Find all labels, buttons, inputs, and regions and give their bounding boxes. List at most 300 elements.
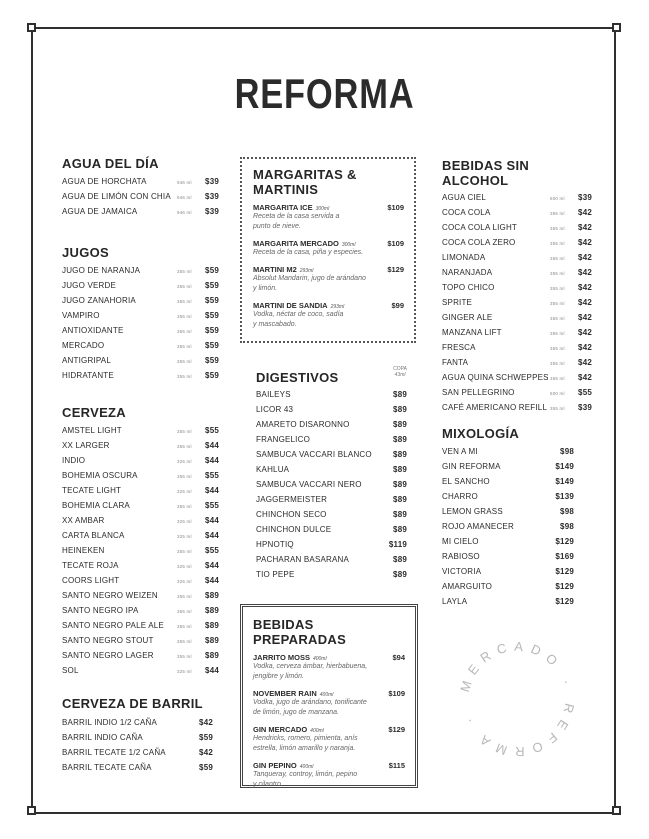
item-size: 355 ml bbox=[550, 361, 565, 366]
item-name: VAMPIRO bbox=[62, 311, 100, 320]
menu-row bbox=[256, 387, 407, 402]
item-description: Tanqueray, controy, limón, pepino bbox=[253, 771, 358, 778]
item-price: $42 bbox=[578, 313, 592, 322]
section-title: BEBIDAS SIN ALCOHOL bbox=[442, 158, 530, 188]
item-price: $109 bbox=[387, 203, 404, 212]
item-name bbox=[253, 653, 392, 662]
item-size: 355 ml bbox=[177, 444, 192, 449]
item-size: 355 ml bbox=[177, 284, 192, 289]
item-price: $42 bbox=[578, 328, 592, 337]
menu-row bbox=[62, 663, 219, 678]
item-price: $89 bbox=[393, 450, 407, 459]
section-cerveza bbox=[62, 405, 219, 678]
menu-row bbox=[62, 278, 219, 293]
item-name: BARRIL TECATE CAÑA bbox=[62, 763, 152, 772]
item-name-text: MARGARITA ICE bbox=[253, 203, 313, 212]
item-price: $89 bbox=[393, 510, 407, 519]
menu-row bbox=[442, 325, 592, 340]
item-size: 355 ml bbox=[550, 331, 565, 336]
item-price: $129 bbox=[555, 537, 574, 546]
svg-text:MERCADO · REFORMA · bbox=[457, 639, 577, 760]
item-price: $42 bbox=[578, 283, 592, 292]
menu-row bbox=[62, 368, 219, 383]
section-title: JUGOS bbox=[62, 245, 110, 260]
item-description: Vodka, néctar de coco, sadía bbox=[253, 311, 344, 318]
item-price: $99 bbox=[391, 301, 404, 310]
item-name: XX AMBAR bbox=[62, 516, 105, 525]
item-price: $89 bbox=[393, 405, 407, 414]
menu-row bbox=[62, 483, 219, 498]
item-name bbox=[253, 689, 388, 698]
menu-row bbox=[62, 338, 219, 353]
item-size: 355 ml bbox=[550, 301, 565, 306]
item-price: $42 bbox=[578, 253, 592, 262]
item-price: $129 bbox=[555, 597, 574, 606]
item-size: 355 ml bbox=[177, 314, 192, 319]
item-name: LIMONADA bbox=[442, 253, 486, 262]
menu-row bbox=[256, 522, 407, 537]
item-name-text: NOVEMBER RAIN bbox=[253, 689, 317, 698]
copa-label bbox=[393, 366, 407, 378]
item-name: SPRITE bbox=[442, 298, 473, 307]
item-name-text: MARTINI DE SANDIA bbox=[253, 301, 328, 310]
item-name-text: GIN MERCADO bbox=[253, 725, 308, 734]
item-size: 600 ml bbox=[550, 196, 565, 201]
item-price: $89 bbox=[393, 495, 407, 504]
menu-row bbox=[442, 205, 592, 220]
menu-row bbox=[442, 355, 592, 370]
item-price: $42 bbox=[578, 343, 592, 352]
section-title: DIGESTIVOS bbox=[256, 370, 339, 385]
item-name bbox=[253, 725, 388, 734]
frame-corner bbox=[612, 806, 621, 815]
item-name: TOPO CHICO bbox=[442, 283, 495, 292]
menu-row bbox=[442, 235, 592, 250]
item-price: $42 bbox=[578, 208, 592, 217]
item-name-text: JARRITO MOSS bbox=[253, 653, 310, 662]
item-size: 400ml bbox=[299, 764, 314, 770]
item-price: $59 bbox=[205, 281, 219, 290]
item-size: 355 ml bbox=[177, 624, 192, 629]
item-name: JUGO ZANAHORIA bbox=[62, 296, 136, 305]
item-size: 355 ml bbox=[177, 329, 192, 334]
menu-item bbox=[253, 203, 404, 232]
item-name: RABIOSO bbox=[442, 552, 480, 561]
menu-row bbox=[62, 573, 219, 588]
item-price: $42 bbox=[578, 298, 592, 307]
item-size: 355 ml bbox=[177, 429, 192, 434]
brand-title: REFORMA bbox=[234, 70, 415, 117]
item-size: 300ml bbox=[341, 242, 356, 248]
menu-row bbox=[256, 462, 407, 477]
menu-row bbox=[442, 534, 574, 549]
item-price: $89 bbox=[205, 591, 219, 600]
section-sin-alcohol bbox=[442, 158, 592, 415]
menu-row bbox=[256, 432, 407, 447]
item-price: $59 bbox=[205, 266, 219, 275]
item-name: ROJO AMANECER bbox=[442, 522, 514, 531]
copa-title: COPA bbox=[393, 366, 407, 372]
item-price: $98 bbox=[560, 522, 574, 531]
item-price: $89 bbox=[393, 390, 407, 399]
item-size: 946 ml bbox=[177, 180, 192, 185]
item-price: $94 bbox=[392, 653, 405, 662]
item-price: $42 bbox=[578, 223, 592, 232]
item-name: BOHEMIA CLARA bbox=[62, 501, 130, 510]
menu-row bbox=[62, 293, 219, 308]
item-price: $42 bbox=[578, 238, 592, 247]
item-description: y mascabado. bbox=[253, 321, 297, 328]
item-name: SAMBUCA VACCARI NERO bbox=[256, 480, 362, 489]
item-size: 355 ml bbox=[177, 639, 192, 644]
item-size: 355 ml bbox=[177, 359, 192, 364]
menu-row bbox=[256, 567, 407, 582]
menu-row bbox=[62, 423, 219, 438]
item-size: 355 ml bbox=[550, 211, 565, 216]
item-description: estrella, limón amarillo y naranja. bbox=[253, 745, 356, 752]
menu-row bbox=[442, 400, 592, 415]
item-size: 355 ml bbox=[550, 271, 565, 276]
item-price: $55 bbox=[205, 471, 219, 480]
item-name: AGUA DE JAMAICA bbox=[62, 207, 138, 216]
item-price: $89 bbox=[393, 435, 407, 444]
item-price: $89 bbox=[393, 555, 407, 564]
item-name: CHINCHON SECO bbox=[256, 510, 327, 519]
item-size: 293ml bbox=[330, 304, 345, 310]
menu-row bbox=[442, 504, 574, 519]
item-size: 355 ml bbox=[550, 286, 565, 291]
section-title: AGUA DEL DÍA bbox=[62, 156, 159, 171]
item-name bbox=[253, 761, 389, 770]
frame-corner bbox=[27, 23, 36, 32]
frame-corner bbox=[612, 23, 621, 32]
section-title: MIXOLOGÍA bbox=[442, 426, 520, 441]
item-name: BARRIL INDIO 1/2 CAÑA bbox=[62, 718, 158, 727]
item-size: 293ml bbox=[299, 268, 314, 274]
item-name: EL SANCHO bbox=[442, 477, 490, 486]
menu-row bbox=[62, 323, 219, 338]
item-size: 400ml bbox=[310, 728, 324, 734]
menu-row bbox=[442, 489, 574, 504]
menu-row bbox=[442, 444, 574, 459]
menu-row bbox=[442, 190, 592, 205]
menu-item bbox=[253, 725, 405, 754]
item-size: 355 ml bbox=[177, 374, 192, 379]
item-name: ANTIOXIDANTE bbox=[62, 326, 124, 335]
item-description: Vodka, cerveza ámbar, hierbabuena, bbox=[253, 663, 368, 670]
section-title: BEBIDAS PREPARADAS bbox=[253, 617, 347, 647]
item-size: 325 ml bbox=[177, 564, 192, 569]
item-size: 355 ml bbox=[177, 269, 192, 274]
section-jugos bbox=[62, 245, 219, 383]
item-name: SANTO NEGRO LAGER bbox=[62, 651, 154, 660]
menu-row bbox=[442, 340, 592, 355]
menu-row bbox=[62, 730, 213, 745]
item-name-text: MARGARITA MERCADO bbox=[253, 239, 339, 248]
copa-size: 43ml bbox=[394, 372, 406, 378]
section-preparadas bbox=[240, 604, 418, 788]
menu-row bbox=[442, 474, 574, 489]
section-title: MARTINIS bbox=[253, 182, 319, 197]
item-price: $39 bbox=[578, 403, 592, 412]
item-name: MANZANA LIFT bbox=[442, 328, 502, 337]
item-price: $55 bbox=[205, 426, 219, 435]
item-price: $129 bbox=[387, 265, 404, 274]
menu-row bbox=[62, 633, 219, 648]
item-name: AMARGUITO bbox=[442, 582, 493, 591]
menu-row bbox=[62, 760, 213, 775]
item-price: $89 bbox=[393, 420, 407, 429]
menu-item bbox=[253, 265, 404, 294]
item-size: 325 ml bbox=[177, 459, 192, 464]
item-price: $89 bbox=[205, 621, 219, 630]
item-price: $139 bbox=[555, 492, 574, 501]
item-name: BARRIL INDIO CAÑA bbox=[62, 733, 143, 742]
item-name: CHARRO bbox=[442, 492, 478, 501]
item-size: 325 ml bbox=[177, 534, 192, 539]
item-name: HIDRATANTE bbox=[62, 371, 114, 380]
item-name: AGUA QUINA SCHWEPPES bbox=[442, 373, 549, 382]
item-price: $129 bbox=[555, 582, 574, 591]
menu-row bbox=[256, 402, 407, 417]
menu-row bbox=[62, 438, 219, 453]
item-price: $59 bbox=[205, 326, 219, 335]
menu-row bbox=[62, 263, 219, 278]
item-price: $115 bbox=[388, 761, 405, 770]
menu-row bbox=[62, 543, 219, 558]
item-name: CAFÉ AMERICANO REFILL bbox=[442, 403, 548, 412]
item-name: INDIO bbox=[62, 456, 86, 465]
item-name: SANTO NEGRO IPA bbox=[62, 606, 139, 615]
item-price: $42 bbox=[578, 268, 592, 277]
menu-row bbox=[442, 564, 574, 579]
item-description: Hendricks, romero, pimienta, anís bbox=[253, 735, 358, 742]
item-size: 355 ml bbox=[550, 226, 565, 231]
item-name: TECATE ROJA bbox=[62, 561, 119, 570]
item-name: SANTO NEGRO WEIZEN bbox=[62, 591, 158, 600]
item-name: SANTO NEGRO PALE ALE bbox=[62, 621, 164, 630]
item-description: y cilantro. bbox=[253, 781, 283, 788]
menu-row bbox=[442, 459, 574, 474]
menu-row bbox=[442, 295, 592, 310]
item-size: 500 ml bbox=[550, 391, 565, 396]
item-name: XX LARGER bbox=[62, 441, 110, 450]
item-size: 946 ml bbox=[177, 195, 192, 200]
menu-row bbox=[62, 528, 219, 543]
item-title bbox=[253, 203, 404, 212]
item-size: 325 ml bbox=[177, 489, 192, 494]
mercado-reforma-stamp-icon bbox=[455, 637, 579, 761]
menu-row bbox=[442, 310, 592, 325]
item-price: $44 bbox=[205, 441, 219, 450]
item-price: $59 bbox=[205, 341, 219, 350]
item-size: 355 ml bbox=[550, 346, 565, 351]
item-name: GIN REFORMA bbox=[442, 462, 501, 471]
menu-row bbox=[62, 204, 219, 219]
item-name: KAHLUA bbox=[256, 465, 290, 474]
menu-item bbox=[253, 761, 405, 790]
item-price: $59 bbox=[205, 371, 219, 380]
item-price: $39 bbox=[205, 192, 219, 201]
item-size: 355 ml bbox=[550, 256, 565, 261]
item-name: AMSTEL LIGHT bbox=[62, 426, 122, 435]
menu-row bbox=[62, 618, 219, 633]
item-price: $44 bbox=[205, 486, 219, 495]
item-price: $89 bbox=[205, 636, 219, 645]
item-name: BARRIL TECATE 1/2 CAÑA bbox=[62, 748, 166, 757]
item-description: de limón, jugo de manzana. bbox=[253, 709, 339, 716]
item-name: SOL bbox=[62, 666, 79, 675]
item-name: COCA COLA LIGHT bbox=[442, 223, 518, 232]
menu-row bbox=[442, 579, 574, 594]
menu-row bbox=[442, 594, 574, 609]
item-name: VEN A MI bbox=[442, 447, 478, 456]
menu-row bbox=[256, 507, 407, 522]
item-name: BAILEYS bbox=[256, 390, 291, 399]
item-name: FRANGELICO bbox=[256, 435, 311, 444]
item-name: TIO PEPE bbox=[256, 570, 295, 579]
section-agua bbox=[62, 156, 219, 219]
menu-row bbox=[442, 250, 592, 265]
section-barril bbox=[62, 696, 213, 775]
item-name: AGUA DE LIMÓN CON CHIA bbox=[62, 192, 171, 201]
item-name: LAYLA bbox=[442, 597, 468, 606]
item-size: 355 ml bbox=[550, 406, 565, 411]
item-price: $59 bbox=[199, 763, 213, 772]
item-price: $129 bbox=[555, 567, 574, 576]
item-price: $109 bbox=[387, 239, 404, 248]
item-name: LEMON GRASS bbox=[442, 507, 503, 516]
menu-row bbox=[62, 588, 219, 603]
menu-row bbox=[256, 552, 407, 567]
item-name: AMARETO DISARONNO bbox=[256, 420, 350, 429]
menu-row bbox=[62, 453, 219, 468]
item-size: 355 ml bbox=[177, 609, 192, 614]
item-name: NARANJADA bbox=[442, 268, 493, 277]
item-price: $59 bbox=[205, 356, 219, 365]
menu-row bbox=[62, 498, 219, 513]
item-name: MI CIELO bbox=[442, 537, 479, 546]
item-title bbox=[253, 725, 405, 734]
item-price: $149 bbox=[555, 462, 574, 471]
item-description: Absolut Mandarin, jugo de arándano bbox=[253, 275, 366, 282]
item-name-text: GIN PEPINO bbox=[253, 761, 297, 770]
item-size: 400ml bbox=[312, 656, 327, 662]
item-name bbox=[253, 239, 387, 248]
item-name: TECATE LIGHT bbox=[62, 486, 122, 495]
item-price: $89 bbox=[393, 465, 407, 474]
item-price: $55 bbox=[578, 388, 592, 397]
item-name: BOHEMIA OSCURA bbox=[62, 471, 138, 480]
menu-row bbox=[62, 745, 213, 760]
item-description: punto de nieve. bbox=[253, 223, 301, 230]
item-price: $55 bbox=[205, 501, 219, 510]
item-name: HEINEKEN bbox=[62, 546, 105, 555]
item-price: $44 bbox=[205, 516, 219, 525]
menu-row bbox=[442, 370, 592, 385]
item-price: $44 bbox=[205, 666, 219, 675]
item-price: $109 bbox=[388, 689, 405, 698]
menu-item bbox=[253, 689, 405, 718]
item-size: 325 ml bbox=[177, 579, 192, 584]
item-price: $42 bbox=[199, 718, 213, 727]
section-margaritas bbox=[240, 157, 416, 343]
item-price: $169 bbox=[555, 552, 574, 561]
menu-row bbox=[256, 537, 407, 552]
menu-row bbox=[442, 280, 592, 295]
item-title bbox=[253, 761, 405, 770]
menu-row bbox=[442, 549, 574, 564]
item-price: $44 bbox=[205, 456, 219, 465]
item-price: $129 bbox=[388, 725, 405, 734]
menu-row bbox=[62, 308, 219, 323]
item-description: jengibre y limón. bbox=[253, 673, 304, 680]
item-name: VICTORIA bbox=[442, 567, 482, 576]
item-name: PACHARAN BASARANA bbox=[256, 555, 350, 564]
item-size: 325 ml bbox=[177, 519, 192, 524]
menu-row bbox=[62, 603, 219, 618]
menu-row bbox=[62, 468, 219, 483]
item-name bbox=[253, 203, 387, 212]
item-price: $59 bbox=[205, 296, 219, 305]
section-title: MARGARITAS & bbox=[253, 167, 357, 182]
item-price: $89 bbox=[393, 525, 407, 534]
item-price: $44 bbox=[205, 531, 219, 540]
item-price: $98 bbox=[560, 447, 574, 456]
item-size: 355 ml bbox=[177, 474, 192, 479]
menu-item bbox=[253, 239, 404, 258]
item-name: SAMBUCA VACCARI BLANCO bbox=[256, 450, 372, 459]
menu-row bbox=[442, 265, 592, 280]
section-title: CERVEZA bbox=[62, 405, 126, 420]
item-name: ANTIGRIPAL bbox=[62, 356, 111, 365]
item-description: Vodka, jugo de arándano, tonificante bbox=[253, 699, 367, 706]
item-name: HPNOTIQ bbox=[256, 540, 294, 549]
item-name: JUGO DE NARANJA bbox=[62, 266, 141, 275]
item-title bbox=[253, 653, 405, 662]
item-size: 355 ml bbox=[177, 594, 192, 599]
item-name: FRESCA bbox=[442, 343, 476, 352]
item-price: $59 bbox=[199, 733, 213, 742]
item-title bbox=[253, 689, 405, 698]
item-name: AGUA DE HORCHATA bbox=[62, 177, 147, 186]
menu-row bbox=[62, 558, 219, 573]
menu-row bbox=[442, 385, 592, 400]
item-name: CARTA BLANCA bbox=[62, 531, 125, 540]
menu-row bbox=[442, 220, 592, 235]
item-name: JUGO VERDE bbox=[62, 281, 117, 290]
item-name: GINGER ALE bbox=[442, 313, 493, 322]
item-size: 300ml bbox=[315, 206, 330, 212]
frame-corner bbox=[27, 806, 36, 815]
item-name: AGUA CIEL bbox=[442, 193, 487, 202]
item-description: Receta de la casa servida a bbox=[253, 213, 340, 220]
menu-row bbox=[62, 715, 213, 730]
item-description: Receta de la casa, piña y especies. bbox=[253, 249, 364, 256]
item-price: $98 bbox=[560, 507, 574, 516]
menu-row bbox=[62, 189, 219, 204]
menu-row bbox=[62, 353, 219, 368]
item-title bbox=[253, 265, 404, 274]
item-size: 355 ml bbox=[177, 654, 192, 659]
item-price: $44 bbox=[205, 561, 219, 570]
item-title bbox=[253, 301, 404, 310]
item-price: $89 bbox=[205, 606, 219, 615]
item-price: $42 bbox=[578, 373, 592, 382]
item-price: $44 bbox=[205, 576, 219, 585]
item-price: $39 bbox=[205, 177, 219, 186]
item-size: 355 ml bbox=[550, 376, 565, 381]
